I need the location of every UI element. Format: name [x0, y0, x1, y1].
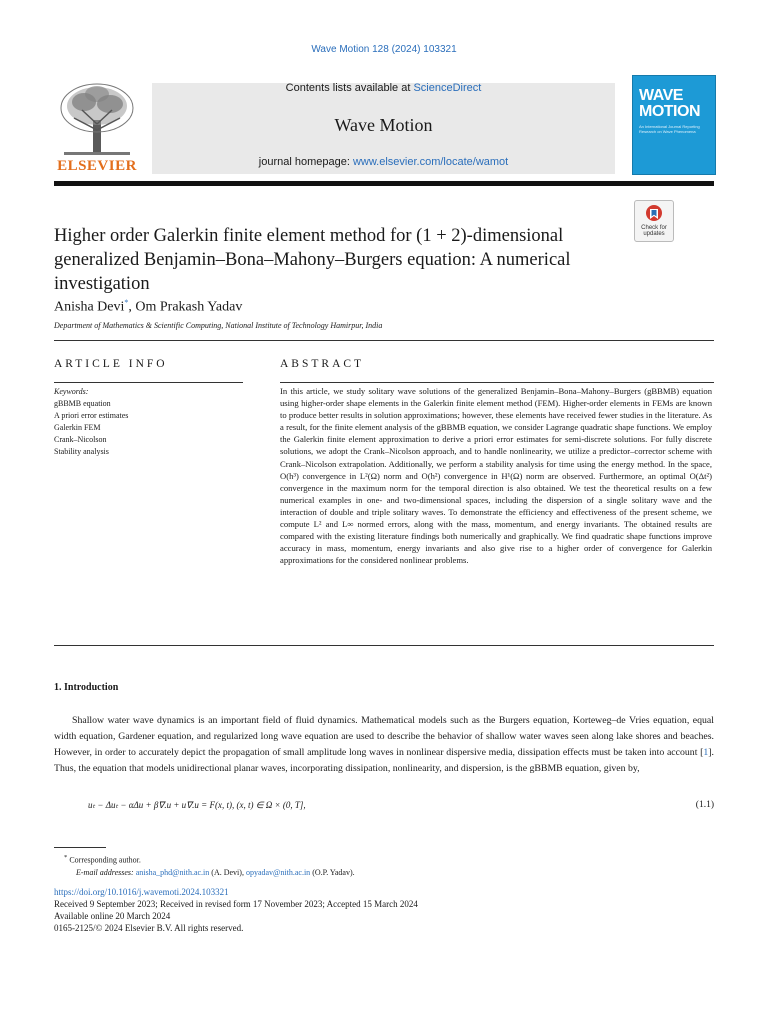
journal-cover-image[interactable]	[632, 75, 716, 175]
equation-number: (1.1)	[695, 800, 714, 810]
citation-link[interactable]: 1	[703, 747, 709, 758]
journal-name: Wave Motion	[334, 115, 433, 135]
abstract-divider	[280, 382, 714, 383]
elsevier-wordmark: ELSEVIER	[57, 158, 137, 174]
keyword-item: Galerkin FEM	[54, 423, 101, 432]
keyword-item: Stability analysis	[54, 447, 109, 456]
available-online: Available online 20 March 2024	[54, 911, 171, 921]
cover-subtitle: An International Journal Reporting Research on Wave Phenomena	[639, 124, 700, 134]
author-separator: ,	[128, 299, 136, 315]
footnote-divider	[54, 847, 106, 848]
doi-link[interactable]: https://doi.org/10.1016/j.wavemoti.2024.103321	[54, 887, 229, 897]
author-affiliation: Department of Mathematics & Scientific Computing, National Institute of Technology Hamirpur, India	[54, 321, 383, 330]
keyword-item: Crank–Nicolson	[54, 435, 107, 444]
footnote-text: Corresponding author.	[69, 855, 141, 865]
check-for-updates-label: Check for updates	[641, 225, 667, 237]
bookmark-icon	[645, 204, 663, 224]
email-footnote	[54, 867, 355, 879]
article-info-divider	[54, 382, 243, 383]
article-info-heading: ARTICLE INFO	[54, 358, 168, 370]
homepage-prefix: journal homepage:	[258, 156, 353, 168]
contents-prefix: Contents lists available at	[285, 82, 414, 94]
abstract-heading: ABSTRACT	[280, 358, 365, 370]
keywords-label: Keywords:	[54, 387, 89, 396]
article-title: Higher order Galerkin finite element method for (1 + 2)-dimensional generalized Benjamin–Bona–Mahony–Burgers equation: A numerical investigation	[54, 226, 571, 294]
introduction-paragraph	[54, 713, 714, 777]
sciencedirect-link[interactable]: ScienceDirect	[413, 82, 482, 94]
check-for-updates-badge[interactable]	[634, 200, 674, 242]
equation-1-1: uₜ − Δuₜ − αΔu + β∇.u + u∇.u = F(x, t), (x, t) ∈ Ω × (0, T],	[88, 800, 306, 810]
publication-info	[54, 886, 418, 934]
intro-text: ]. Thus, the equation that models unidirectional planar waves, incorporating dissipation, nonlinearity, and dispersion, is the gBBMB equation, given by,	[54, 747, 714, 774]
email-link[interactable]: opyadav@nith.ac.in	[245, 867, 311, 877]
cover-title	[639, 88, 700, 120]
journal-homepage-line	[152, 156, 615, 168]
contents-line	[152, 82, 615, 94]
intro-text: Shallow water wave dynamics is an important field of fluid dynamics. Mathematical models such as the Burgers equation, Korteweg–de Vries equation, equal width equation, Gardener equation, and regularized long wave equation are used to describe the behavior of shallow water waves seen along lake shores and beaches. However, in order to accurately depict the propagation of small amplitude long waves in nonlinear dispersive media, dissipation effects must be taken into account [	[54, 715, 714, 758]
email-owner: (O.P. Yadav).	[310, 867, 355, 877]
introduction-heading: 1. Introduction	[54, 682, 119, 693]
cover-title-line1: WAVE	[639, 87, 683, 104]
email-label: E-mail addresses:	[76, 867, 134, 877]
header-divider	[54, 181, 714, 186]
author-name[interactable]: Om Prakash Yadav	[135, 299, 243, 315]
email-link[interactable]: anisha_phd@nith.ac.in	[135, 867, 210, 877]
corresponding-footnote	[54, 852, 355, 867]
keyword-item: gBBMB equation	[54, 399, 111, 408]
front-matter-divider	[54, 645, 714, 646]
journal-homepage-link[interactable]: www.elsevier.com/locate/wamot	[352, 156, 509, 168]
keywords-list	[54, 386, 128, 458]
author-list	[54, 298, 242, 316]
abstract-text: In this article, we study solitary wave solutions of the generalized Benjamin–Bona–Mahony–Burgers (gBBMB) equation using higher-order shape elements in the Galerkin finite element method (FEM). Higher-order elements in FEMs are known to produce better results in solution approximations; however, these elements have received fewer studies in the literature. As a result, for the finite element analysis of the gBBMB equation, we consider Lagrange quadratic shape functions. We employ the Galerkin finite element approximation to derive a priori error estimates for semi-discrete solutions. For fully discrete solutions, we adopt the Crank–Nicolson approach, and to handle nonlinearity, we utilize a predictor–corrector scheme with Crank–Nicolson extrapolation. Additionally, we perform a stability analysis for time using the energy method. In the space, O(h³) convergence in L²(Ω) norm and O(h²) convergence in H¹(Ω) norm are observed. Furthermore, an optimal O(Δt²) convergence in the maximum norm for the temporal direction is also obtained. We test the theoretical results on a few numerical examples in one- and two-dimensional spaces, including the dispersion of a single solitary wave and the interaction of double and triple solitary waves. To demonstrate the efficiency and effectiveness of the present scheme, we compute L² and L∞ normed errors, along with the mass, momentum, and energy invariants. The obtained results are compared with the existing literature findings both numerically and graphically. We find quadratic shape functions improve accuracy in mass, momentum, energy invariants and also give rise to a higher order of convergence for Galerkin approximations for the considered nonlinear problems.	[280, 386, 712, 566]
footnote-mark: *	[64, 854, 68, 861]
cover-title-line2: MOTION	[639, 103, 700, 120]
received-history: Received 9 September 2023; Received in revised form 17 November 2023; Accepted 15 March 2024	[54, 899, 418, 909]
elsevier-tree-icon	[54, 80, 140, 158]
email-owner: (A. Devi),	[209, 867, 246, 877]
journal-reference[interactable]: Wave Motion 128 (2024) 103321	[311, 44, 457, 55]
keyword-item: A priori error estimates	[54, 411, 129, 420]
affiliation-divider	[54, 340, 714, 341]
copyright-notice: 0165-2125/© 2024 Elsevier B.V. All rights reserved.	[54, 923, 244, 933]
corresponding-author-mark[interactable]: *	[124, 298, 129, 307]
author-name[interactable]: Anisha Devi	[54, 299, 125, 315]
footnotes	[54, 852, 355, 879]
